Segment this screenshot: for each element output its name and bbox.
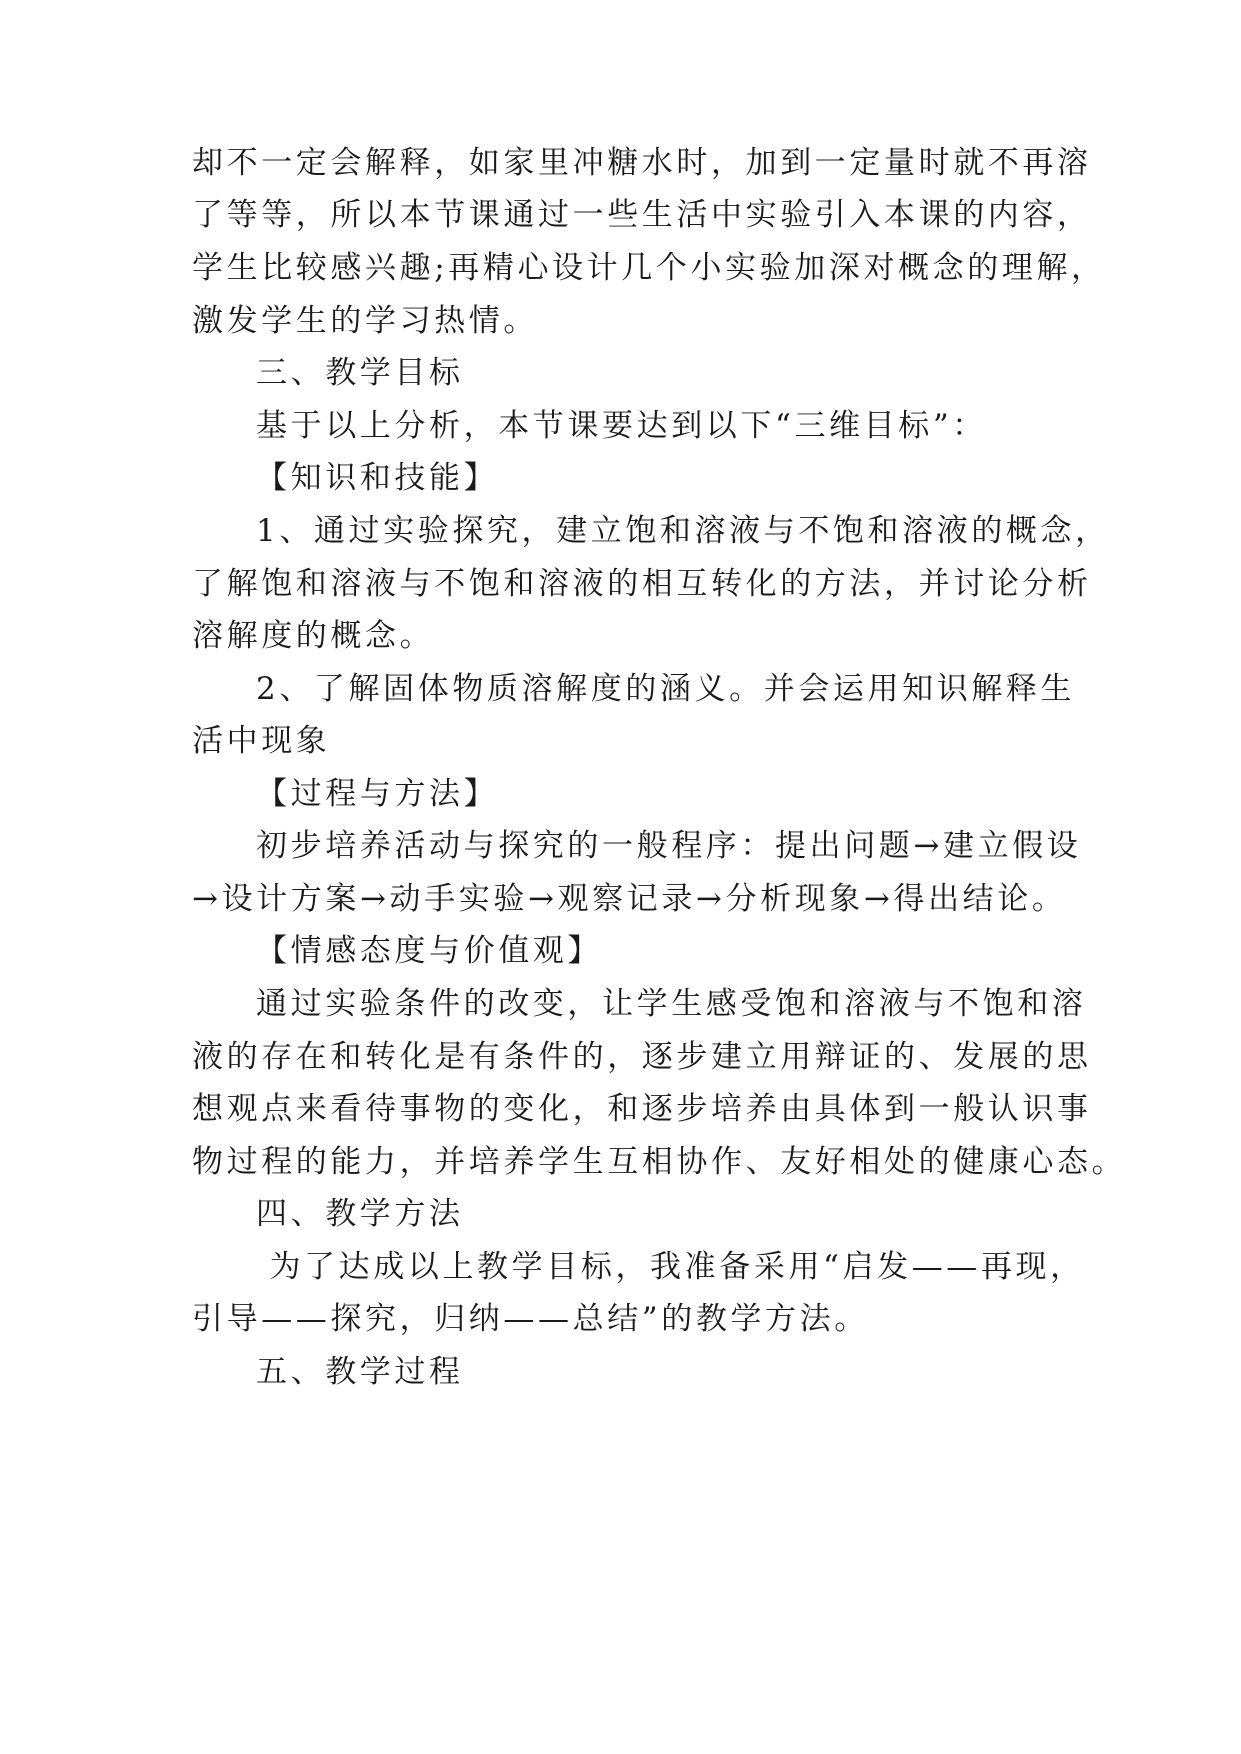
paragraph-line: 却不一定会解释，如家里冲糖水时，加到一定量时就不再溶	[192, 145, 1092, 181]
paragraph-line: 溶解度的概念。	[192, 618, 435, 654]
subsection-heading: 【过程与方法】	[256, 776, 499, 812]
paragraph-line: 想观点来看待事物的变化，和逐步培养由具体到一般认识事	[192, 1091, 1092, 1127]
paragraph-line: 基于以上分析，本节课要达到以下“三维目标”：	[256, 408, 987, 444]
paragraph-line: 活中现象	[192, 723, 331, 759]
section-heading: 三、教学目标	[256, 355, 464, 391]
subsection-heading: 【情感态度与价值观】	[256, 933, 602, 969]
paragraph-line: 学生比较感兴趣;再精心设计几个小实验加深对概念的理解，	[192, 250, 1106, 286]
paragraph-line: 激发学生的学习热情。	[192, 303, 538, 339]
paragraph-line: →设计方案→动手实验→观察记录→分析现象→得出结论。	[192, 881, 1067, 917]
paragraph-line: 1、通过实验探究，建立饱和溶液与不饱和溶液的概念，	[256, 513, 1110, 549]
subsection-heading: 【知识和技能】	[256, 460, 499, 496]
paragraph-line: 初步培养活动与探究的一般程序：提出问题→建立假设	[256, 828, 1082, 864]
paragraph-line: 通过实验条件的改变，让学生感受饱和溶液与不饱和溶	[256, 986, 1087, 1022]
paragraph-line: 引导——探究，归纳——总结”的教学方法。	[192, 1301, 869, 1337]
paragraph-line: 2、了解固体物质溶解度的涵义。并会运用知识解释生	[256, 671, 1076, 707]
paragraph-line: 了解饱和溶液与不饱和溶液的相互转化的方法，并讨论分析	[192, 566, 1092, 602]
paragraph-line: 物过程的能力，并培养学生互相协作、友好相处的健康心态。	[192, 1144, 1127, 1180]
paragraph-line: 为了达成以上教学目标，我准备采用“启发——再现，	[256, 1249, 1085, 1285]
paragraph-line: 了等等，所以本节课通过一些生活中实验引入本课的内容，	[192, 197, 1092, 233]
section-heading: 四、教学方法	[256, 1196, 464, 1232]
paragraph-line: 液的存在和转化是有条件的，逐步建立用辩证的、发展的思	[192, 1039, 1092, 1075]
section-heading: 五、教学过程	[256, 1354, 464, 1390]
